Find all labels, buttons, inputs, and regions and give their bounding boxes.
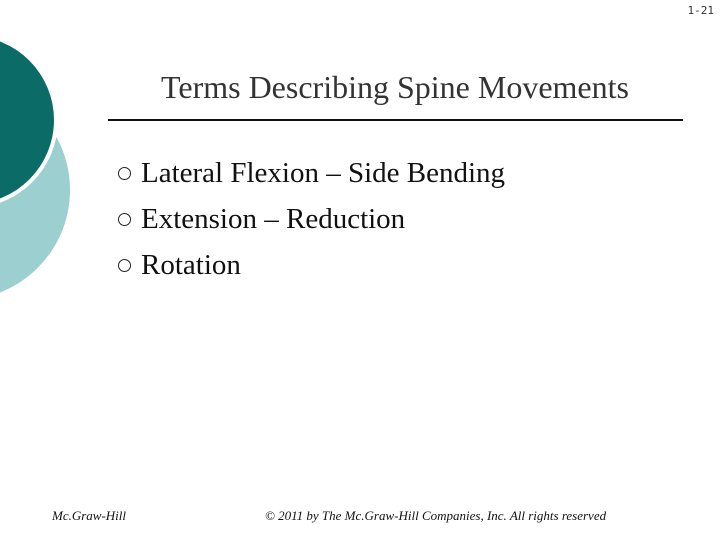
bullet-list [118, 150, 505, 288]
hollow-circle-bullet-icon [118, 167, 131, 180]
bullet-text: Rotation [141, 249, 241, 281]
slide-number: 1-21 [687, 4, 714, 17]
bullet-text: Lateral Flexion – Side Bending [141, 157, 506, 189]
bullet-text: Extension – Reduction [141, 203, 406, 235]
bullet-item [118, 150, 505, 196]
footer-publisher: Mc.Graw-Hill [52, 508, 127, 523]
bullet-item [118, 196, 505, 242]
hollow-circle-bullet-icon [118, 213, 131, 226]
decorative-circles [0, 0, 120, 300]
title-divider [108, 119, 683, 121]
slide-title: Terms Describing Spine Movements [161, 69, 629, 105]
footer-copyright: © 2011 by The Mc.Graw-Hill Companies, Inc. All rights reserved [265, 508, 607, 523]
hollow-circle-bullet-icon [118, 259, 131, 272]
bullet-item [118, 242, 505, 288]
